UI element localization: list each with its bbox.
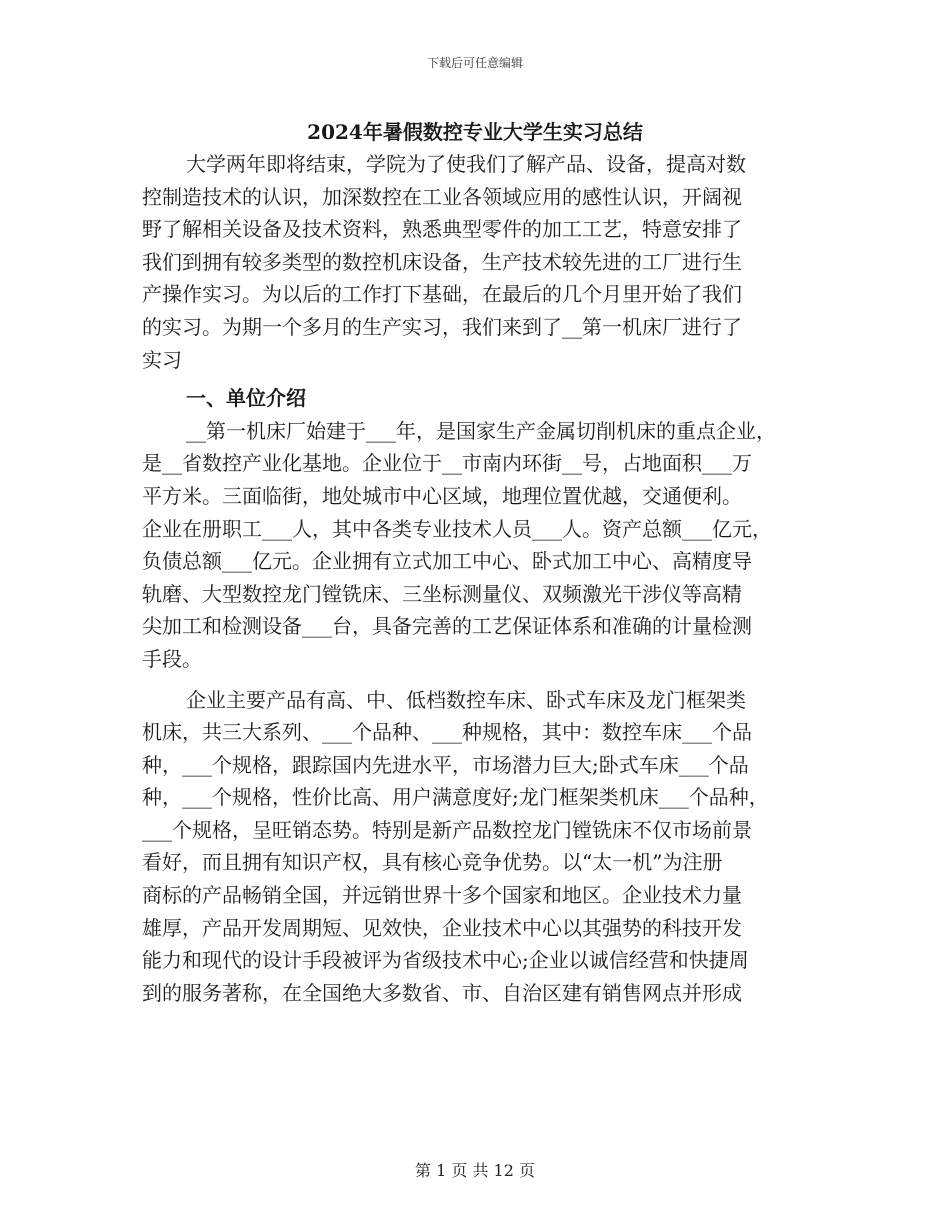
text-line: 控制造技术的认识，加深数控在工业各领域应用的感性认识，开阔视: [142, 184, 742, 209]
page-number: 第 1 页 共 12 页: [415, 1161, 535, 1180]
text-line: 种，___个规格，跟踪国内先进水平，市场潜力巨大;卧式车床___个品: [142, 752, 749, 777]
text-line: 企业主要产品有高、中、低档数控车床、卧式车床及龙门框架类: [186, 687, 746, 712]
text-line: 企业在册职工___人，其中各类专业技术人员___人。资产总额___亿元，: [142, 516, 772, 541]
text-line: 是__省数控产业化基地。企业位于__市南内环街__号，占地面积___万: [142, 451, 752, 476]
text-line: __第一机床厂始建于___年，是国家生产金属切削机床的重点企业，: [186, 418, 776, 443]
text-line: 实习: [142, 347, 182, 372]
text-line: 手段。: [142, 646, 202, 671]
text-line: 轨磨、大型数控龙门镗铣床、三坐标测量仪、双频激光干涉仪等高精: [142, 581, 742, 606]
text-line: 商标的产品畅销全国，并远销世界十多个国家和地区。企业技术力量: [142, 883, 742, 908]
text-line: 负债总额___亿元。企业拥有立式加工中心、卧式加工中心、高精度导: [142, 549, 752, 574]
paragraph-intro: [142, 148, 802, 376]
text-line: 能力和现代的设计手段被评为省级技术中心;企业以诚信经营和快捷周: [142, 948, 749, 973]
text-line: 到的服务著称，在全国绝大多数省、市、自治区建有销售网点并形成: [142, 980, 742, 1005]
text-line: 我们到拥有较多类型的数控机床设备，生产技术较先进的工厂进行生: [142, 249, 742, 274]
header-note: 下载后可任意编辑: [426, 56, 523, 70]
paragraph-products: [142, 684, 802, 1010]
section-heading: 一、单位介绍: [186, 386, 306, 411]
document-body: [142, 148, 802, 1009]
document-title: 2024年暑假数控专业大学生实习总结: [307, 120, 643, 144]
text-line: 机床，共三大系列、___个品种、___种规格，其中：数控车床___个品: [142, 720, 752, 745]
text-line: 雄厚，产品开发周期短、见效快，企业技术中心以其强势的科技开发: [142, 915, 742, 940]
text-line: 尖加工和检测设备___台，具备完善的工艺保证体系和准确的计量检测: [142, 614, 752, 639]
paragraph-company: [142, 415, 802, 676]
text-line: 看好，而且拥有知识产权，具有核心竞争优势。以“太一机”为注册: [142, 850, 723, 875]
text-line: 野了解相关设备及技术资料，熟悉典型零件的加工工艺，特意安排了: [142, 217, 742, 242]
text-line: 的实习。为期一个多月的生产实习，我们来到了__第一机床厂进行了: [142, 314, 742, 339]
text-line: 大学两年即将结束，学院为了使我们了解产品、设备，提高对数: [186, 152, 746, 176]
text-line: 平方米。三面临街，地处城市中心区域，地理位置优越，交通便利。: [142, 483, 742, 508]
text-line: 产操作实习。为以后的工作打下基础，在最后的几个月里开始了我们: [142, 282, 742, 307]
text-line: 种，___个规格，性价比高、用户满意度好;龙门框架类机床___个品种，: [142, 785, 769, 810]
text-line: ___个规格，呈旺销态势。特别是新产品数控龙门镗铣床不仅市场前景: [142, 817, 752, 842]
